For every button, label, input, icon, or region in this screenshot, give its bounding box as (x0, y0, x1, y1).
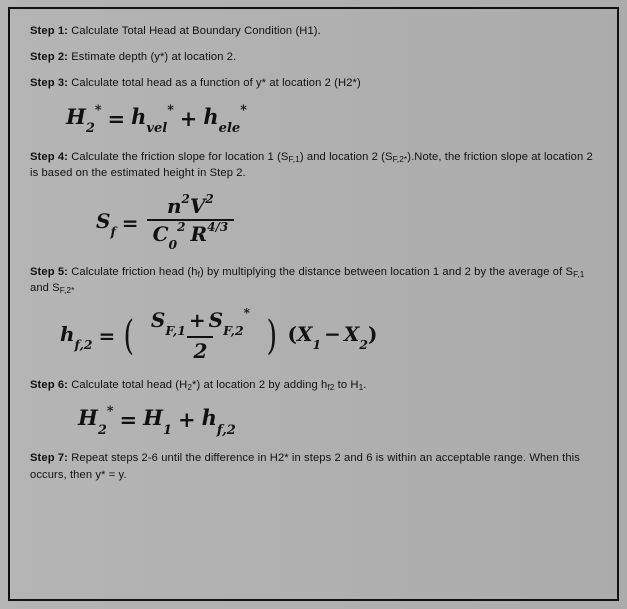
eq2-num-n: n (166, 194, 182, 219)
step-7 (30, 450, 599, 482)
step-1-text: Calculate Total Head at Boundary Condition (H1). (68, 25, 321, 37)
eq2-den-r-exp: 4/3 (207, 220, 229, 235)
eq4-term1 (143, 405, 173, 438)
eq1-term1-var: h (131, 103, 147, 129)
step-1-label: Step 1: (30, 25, 68, 37)
eq3-numerator (145, 306, 256, 338)
eq3-fraction (145, 306, 256, 363)
eq3-minus: − (324, 322, 341, 347)
step-5-sub-a: f (197, 269, 200, 280)
eq1-equals: = (107, 105, 126, 131)
eq2-den-c-sub: 0 (168, 237, 178, 253)
eq4-term1-var: H (143, 405, 163, 431)
eq1-term1-sub: vel (146, 121, 168, 137)
step-2-text: Estimate depth (y*) at location 2. (68, 51, 237, 64)
eq3-x1-sub: 1 (312, 337, 322, 353)
eq4-term2 (201, 405, 236, 438)
eq1-term2 (203, 101, 247, 137)
step-6-text-b: *) at location 2 by adding h (192, 378, 328, 391)
eq2-den-r: R (190, 222, 208, 247)
step-4 (30, 149, 599, 181)
eq2-num-v-exp: 2 (205, 192, 214, 207)
step-3-text: Calculate total head as a function of y* at location 2 (H2*) (68, 77, 361, 90)
eq3-num-s1-sub: F,1 (165, 322, 186, 338)
eq1-lhs (66, 101, 102, 137)
step-6 (30, 377, 599, 393)
step-4-sub-a: F,1 (288, 153, 300, 164)
eq2-lhs-sub: f (110, 224, 116, 240)
eq3-denominator: 2 (187, 336, 213, 363)
eq3-num-plus: + (188, 307, 206, 332)
step-4-label: Step 4: (30, 150, 68, 163)
step-5 (30, 264, 599, 296)
step-6-text-c: to H (334, 378, 359, 391)
step-3 (30, 75, 599, 91)
eq2-denominator (147, 219, 235, 253)
step-5-sub-b: F,1 (573, 269, 585, 280)
eq3-factor: $(X_1 - X_2)$ (287, 322, 378, 353)
eq2-num-n-exp: 2 (181, 192, 190, 207)
document-frame (8, 7, 619, 601)
eq1-term2-sub: ele (218, 121, 241, 137)
eq1-lhs-sub: 2 (85, 121, 95, 137)
eq4-lhs-sub: 2 (97, 422, 107, 438)
eq2-numerator (161, 192, 220, 219)
eq1-lhs-sup: * (94, 101, 102, 117)
eq2-den-c-exp: 2 (177, 220, 186, 235)
eq3-lhs-sub: f,2 (74, 337, 93, 353)
eq4-plus: + (178, 407, 196, 433)
eq3-x2: X (343, 322, 360, 347)
eq1-term1 (131, 101, 174, 137)
step-4-text-c: ).Note, the friction slope at location 2 is based on the estimated height in Step 2. (30, 150, 593, 180)
total-head-equation (66, 101, 599, 137)
eq4-equals: = (119, 407, 138, 433)
eq4-term2-var: h (201, 405, 217, 431)
step-6-text-a: Calculate total head (H (68, 378, 188, 391)
eq3-num-s2-sup: * (243, 306, 250, 321)
step-6-sub-c: 1 (358, 381, 364, 392)
eq1-term2-var: h (203, 103, 219, 129)
step-6-sub-a: 2 (187, 381, 193, 392)
step-5-text-b: ) by multiplying the distance between location 1 and 2 by the average of S (199, 266, 574, 279)
step-2 (30, 49, 599, 65)
eq3-lhs-var: h (60, 322, 75, 347)
step-5-sub-c: F,2* (59, 285, 75, 296)
eq4-term1-sub: 1 (162, 422, 173, 438)
eq2-lhs (96, 209, 116, 240)
step-1 (30, 23, 599, 39)
eq1-lhs-var: H (66, 103, 86, 129)
eq4-term2-sub: f,2 (216, 422, 236, 438)
eq3-num-s2-sub: F,2 (223, 322, 244, 338)
eq1-plus: + (179, 105, 198, 131)
friction-slope-equation (96, 192, 599, 253)
step-7-text: Repeat steps 2-6 until the difference in H2* in steps 2 and 6 is within an acceptable range. When this occurs, then y* = y. (30, 452, 580, 481)
eq2-num-v: V (189, 194, 206, 219)
eq3-equals: = (98, 323, 116, 348)
eq2-equals: = (121, 210, 139, 235)
eq3-lhs (60, 322, 93, 353)
step-6-sub-b: f2 (327, 381, 335, 392)
step-4-sub-b: F,2* (392, 153, 408, 164)
step-4-text-b: ) and location 2 (S (299, 150, 393, 163)
step-7-label: Step 7: (30, 452, 68, 465)
eq1-term2-sup: * (240, 101, 247, 117)
eq4-lhs-sup: * (106, 403, 114, 419)
eq1-term1-sup: * (167, 101, 174, 117)
step-2-label: Step 2: (30, 51, 68, 64)
friction-head-equation (60, 306, 599, 363)
step-5-text-c: and S (30, 282, 60, 295)
eq3-close-paren: ) (266, 312, 277, 359)
step-6-label: Step 6: (30, 378, 68, 391)
eq3-x2-sub: 2 (359, 337, 369, 353)
step-5-label: Step 5: (30, 266, 68, 279)
step-6-text-d: . (363, 378, 367, 391)
eq3-num-s2: S (208, 307, 224, 332)
eq3-num-s1: S (150, 307, 166, 332)
total-head-location2-equation (78, 403, 599, 438)
eq2-den-c: C (152, 222, 169, 247)
step-5-text-a: Calculate friction head (h (68, 266, 198, 279)
eq4-lhs-var: H (78, 405, 98, 431)
eq3-open-paren: ( (123, 312, 135, 359)
step-4-text-a: Calculate the friction slope for location 1 (S (68, 150, 289, 163)
eq2-lhs-var: S (96, 209, 111, 234)
eq4-lhs (78, 403, 114, 438)
eq3-x1: X (296, 322, 313, 347)
step-3-label: Step 3: (30, 77, 68, 90)
eq2-fraction (147, 192, 235, 253)
